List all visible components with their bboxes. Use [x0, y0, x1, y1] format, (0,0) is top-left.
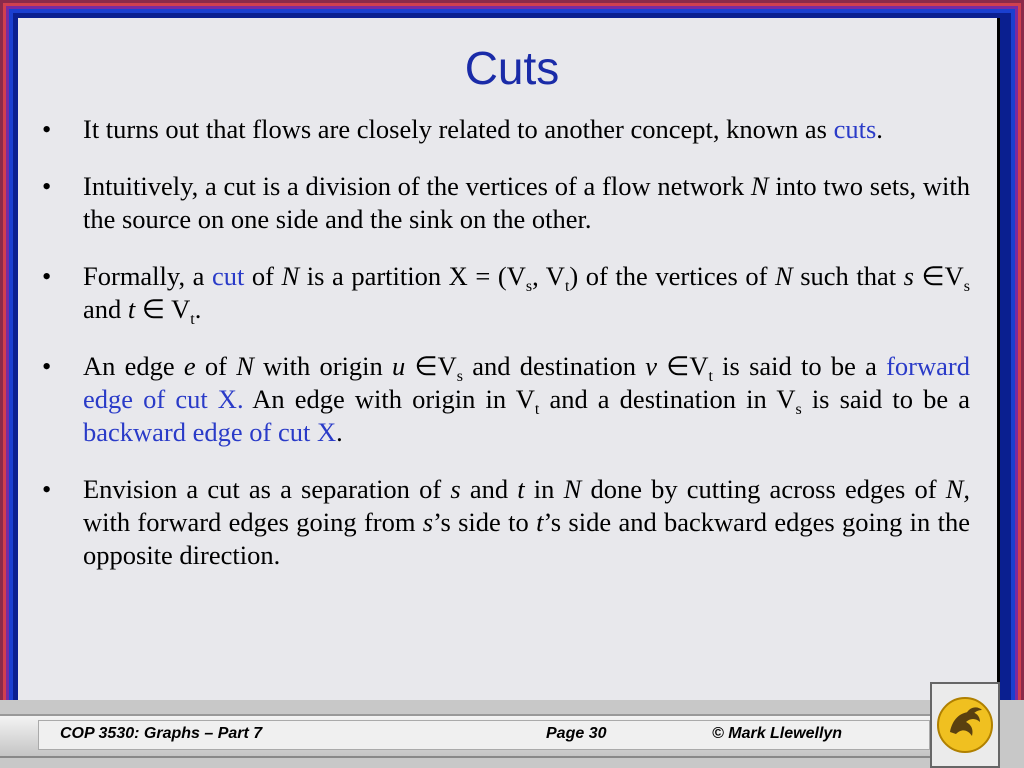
bullet-text: is said to be a — [712, 351, 887, 381]
bullet-text: and destination — [462, 351, 646, 381]
bullet-marker: • — [42, 171, 52, 201]
highlight-term: cuts — [833, 114, 877, 144]
bullet-text: is said to be a — [801, 384, 970, 414]
bullet-text: Formally, a — [83, 261, 212, 291]
bullet-text: An edge with origin in V — [243, 384, 535, 414]
math-var: e — [183, 351, 196, 381]
bullet-text: Intuitively, a cut is a division of the vertices of a flow network — [83, 171, 751, 201]
bullet-text: in — [524, 474, 564, 504]
bullet-text: . — [876, 114, 883, 144]
highlight-term: cut — [211, 261, 245, 291]
bullet-text: ) of the vertices of — [569, 261, 775, 291]
highlight-term: forward edge of cut X. — [83, 351, 970, 414]
bullet-item — [42, 350, 970, 449]
math-var: N — [563, 474, 582, 504]
bullet-text: into two sets, with the source on one side and the sink on the other. — [83, 171, 971, 234]
bullet-text: and a destination in V — [539, 384, 796, 414]
math-var: t — [517, 474, 525, 504]
math-var: v — [645, 351, 658, 381]
math-var: N — [281, 261, 300, 291]
bullet-text: ’s side to — [433, 507, 537, 537]
math-var: N — [774, 261, 793, 291]
bullet-text: and — [460, 474, 518, 504]
bullet-text: of — [195, 351, 237, 381]
bullet-item — [42, 170, 970, 236]
bullet-text: ∈V — [405, 351, 457, 381]
subscript: s — [525, 278, 533, 295]
footer-page: Page 30 — [546, 725, 607, 742]
subscript: s — [795, 401, 802, 418]
bullet-text: Envision a cut as a separation of — [83, 474, 451, 504]
bullet-text: is a partition X = (V — [299, 261, 526, 291]
bullet-text: and — [83, 294, 128, 324]
slide-title: Cuts — [464, 42, 560, 94]
subscript: t — [708, 368, 713, 385]
math-var: t — [127, 294, 136, 324]
highlight-term: backward edge of cut X — [83, 417, 337, 447]
logo-box — [930, 682, 1000, 768]
bullet-marker: • — [42, 474, 52, 504]
bullet-text: ∈V — [657, 351, 709, 381]
math-var: N — [750, 171, 769, 201]
bullet-text: , V — [532, 261, 565, 291]
bullet-text: ∈V — [913, 261, 964, 291]
bullet-text: . — [336, 417, 343, 447]
bullet-text: An edge — [83, 351, 184, 381]
bullet-text: with forward edges going from — [83, 507, 423, 537]
math-var: s — [450, 474, 461, 504]
math-var: N — [236, 351, 254, 381]
bullet-marker: • — [42, 351, 52, 381]
bullet-marker: • — [42, 114, 52, 144]
subscript: s — [456, 368, 463, 385]
bullet-text: such that — [792, 261, 904, 291]
math-var: s — [903, 261, 914, 291]
footer-bar — [0, 714, 930, 758]
pegasus-logo-icon — [936, 696, 994, 754]
bullet-item — [42, 113, 970, 146]
bullet-text: done by cutting across edges of — [581, 474, 946, 504]
bullet-item — [42, 473, 970, 572]
bullet-text: of — [244, 261, 282, 291]
bullet-item — [42, 260, 970, 326]
bullet-marker: • — [42, 261, 52, 291]
bullet-text: with origin — [253, 351, 393, 381]
bullet-text: It turns out that flows are closely related to another concept, known as — [83, 114, 834, 144]
footer-course: COP 3530: Graphs – Part 7 — [60, 725, 263, 742]
subscript: s — [963, 278, 971, 295]
subscript: t — [564, 278, 570, 295]
subscript: t — [190, 311, 195, 328]
math-var: t — [536, 507, 544, 537]
math-var: N, — [945, 474, 971, 504]
math-var: s — [422, 507, 434, 537]
bullet-list — [42, 113, 970, 596]
bullet-text: ∈ V — [135, 294, 191, 324]
bullet-text: . — [194, 294, 202, 324]
bullet-text: ’s side and backward edges going in the opposite direction. — [83, 507, 970, 570]
math-var: u — [392, 351, 406, 381]
footer-author: © Mark Llewellyn — [712, 725, 843, 742]
subscript: t — [534, 401, 540, 418]
